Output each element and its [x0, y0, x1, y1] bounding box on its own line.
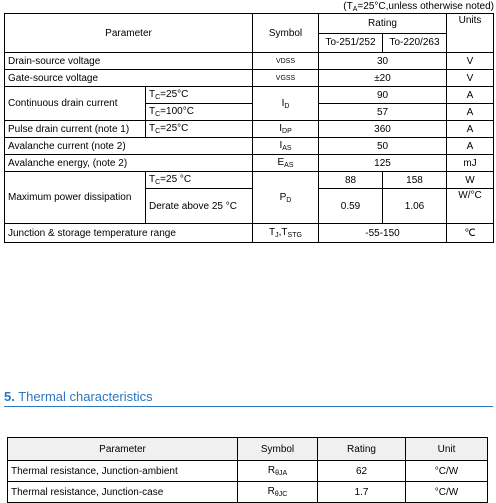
header-rating: Rating: [319, 14, 447, 34]
row-vgss: Gate-source voltage VGSS ±20 V: [5, 70, 494, 87]
header-units: Units: [447, 14, 494, 53]
thermal-header-rating: Rating: [318, 438, 406, 461]
thermal-row-ambient: Thermal resistance, Junction-ambient $R_{\theta JA}$ 62 °C/W: [8, 461, 488, 482]
row-idp: Pulse drain current (note 1) $T_C=25^\circ C$ $I_{DP}$ 360 A: [5, 121, 494, 138]
row-pd-derate: Derate above 25 °C 0.59 1.06 W/°C: [5, 189, 494, 224]
conditions-note: ($T_A=25^\circ C,unless$ otherwise noted): [343, 1, 494, 13]
thermal-header-unit: Unit: [406, 438, 488, 461]
header-symbol: Symbol: [253, 14, 319, 53]
thermal-header-parameter: Parameter: [8, 438, 238, 461]
row-id-100: $T_C=100^\circ C$ 57 A: [5, 104, 494, 121]
thermal-header-symbol: Symbol: [238, 438, 318, 461]
thermal-section-title: 5. Thermal characteristics: [4, 389, 493, 407]
thermal-table: [7, 437, 488, 503]
row-tj-tstg: Junction & storage temperature range $T_J,T_{STG}$ -55-150 ℃: [5, 224, 494, 243]
row-id-25: Continuous drain current $T_C=25^\circ C$ $I_D$ 90 A: [5, 87, 494, 104]
row-eas: Avalanche energy, (note 2) $E_{AS}$ 125 mJ: [5, 155, 494, 172]
header-package-2: To-220/263: [383, 33, 447, 53]
row-pd-25: Maximum power dissipation $T_C=25$ °C $P_D$ 88 158 W: [5, 172, 494, 189]
header-parameter: Parameter: [5, 14, 253, 53]
row-vdss: Drain-source voltage VDSS 30 V: [5, 53, 494, 70]
absolute-ratings-table: [4, 13, 494, 243]
header-package-1: To-251/252: [319, 33, 383, 53]
row-ias: Avalanche current (note 2) $I_{AS}$ 50 A: [5, 138, 494, 155]
thermal-row-case: Thermal resistance, Junction-case $R_{\theta JC}$ 1.7 °C/W: [8, 482, 488, 503]
